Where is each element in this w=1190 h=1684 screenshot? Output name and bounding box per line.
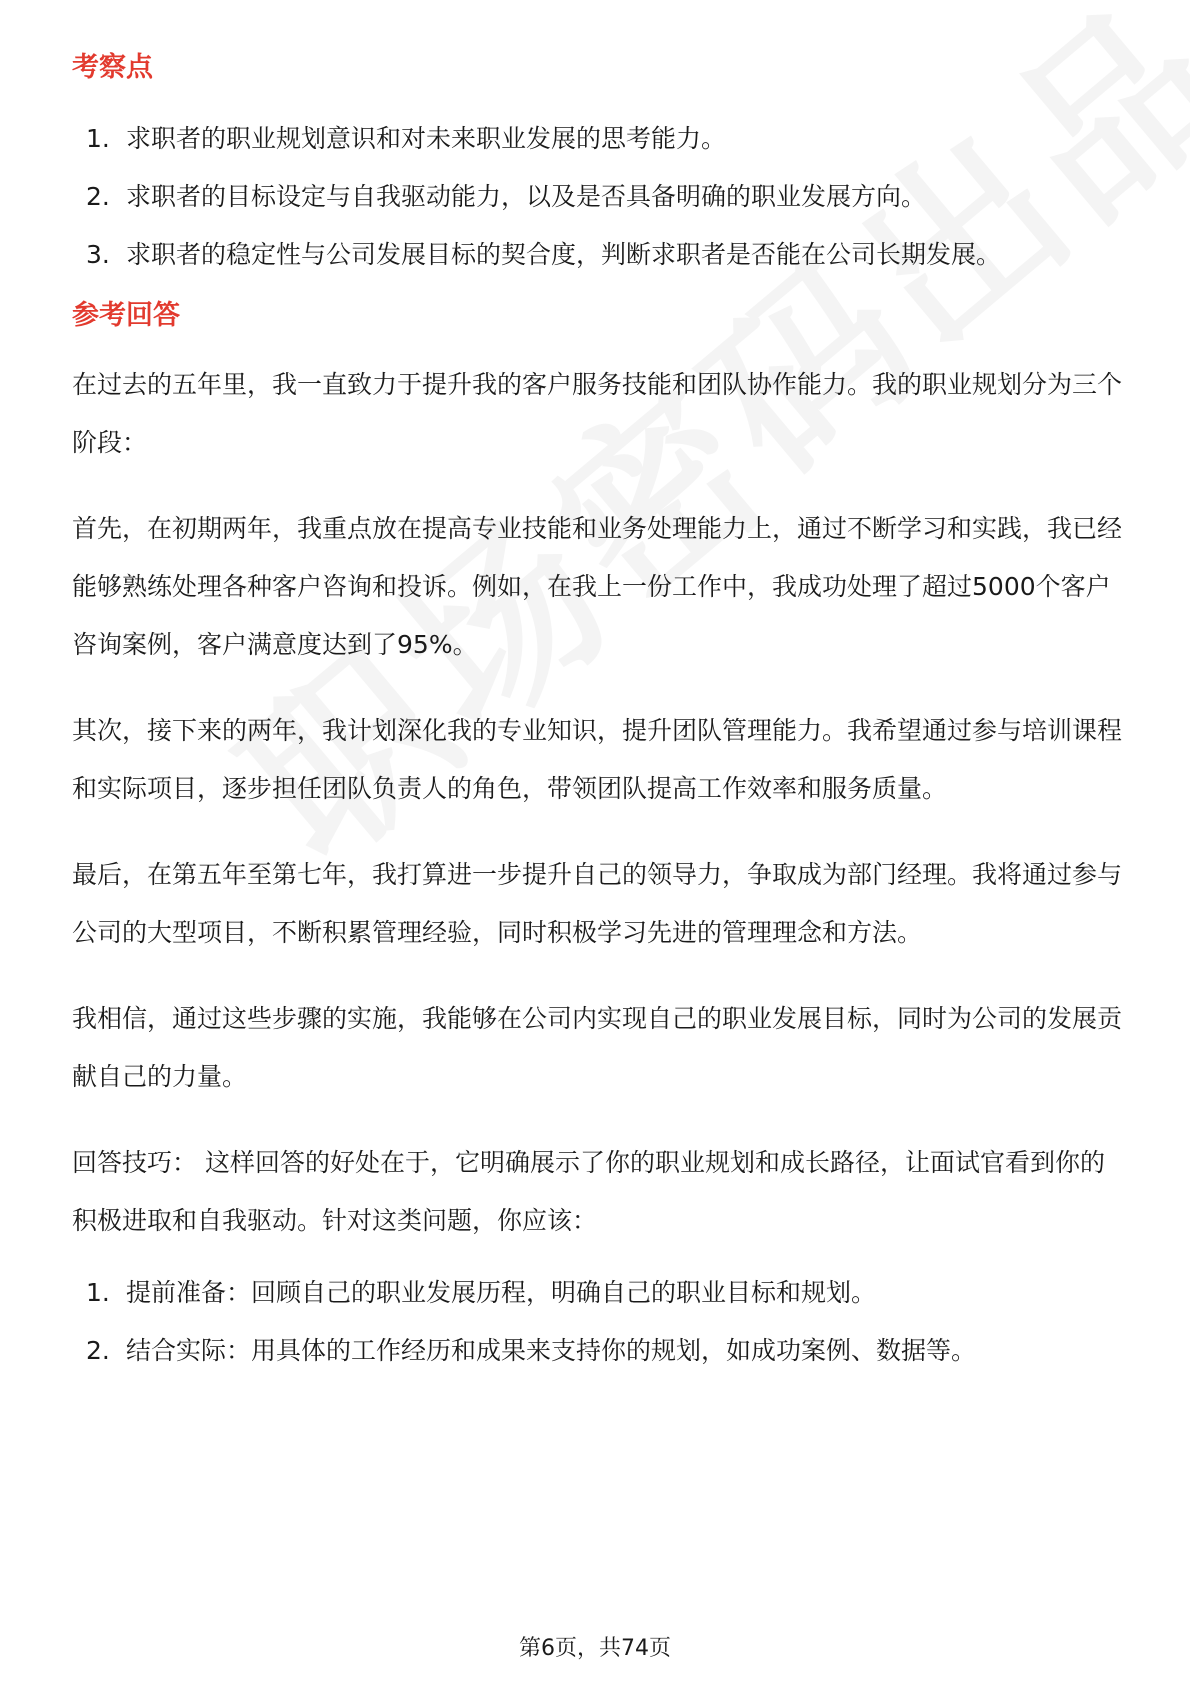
- list-item-text: 求职者的目标设定与自我驱动能力，以及是否具备明确的职业发展方向。: [126, 182, 927, 211]
- document-page: [72, 48, 1122, 1380]
- answer-paragraph: 在过去的五年里，我一直致力于提升我的客户服务技能和团队协作能力。我的职业规划分为三个阶段：: [72, 370, 1123, 457]
- list-item-text: 求职者的稳定性与公司发展目标的契合度，判断求职者是否能在公司长期发展。: [126, 240, 1002, 269]
- list-item-text: 结合实际：用具体的工作经历和成果来支持你的规划，如成功案例、数据等。: [126, 1336, 977, 1365]
- answer-paragraph: 我相信，通过这些步骤的实施，我能够在公司内实现自己的职业发展目标，同时为公司的发展贡献自己的力量。: [72, 1004, 1123, 1091]
- list-item: [72, 110, 1122, 168]
- list-item: [72, 168, 1122, 226]
- list-number: 1.: [86, 1278, 110, 1307]
- list-item: [72, 226, 1122, 284]
- section-title-focus-points: 考察点: [72, 52, 153, 83]
- focus-points-list: [72, 110, 1122, 284]
- list-number: 1.: [86, 124, 110, 153]
- list-item: [72, 1264, 1122, 1322]
- tips-list: [72, 1264, 1122, 1380]
- answer-paragraph: 首先，在初期两年，我重点放在提高专业技能和业务处理能力上，通过不断学习和实践，我已经能够熟练处理各种客户咨询和投诉。例如，在我上一份工作中，我成功处理了超过5000个客户咨询案例，客户满意度达到了95%。: [72, 514, 1123, 659]
- page-number-footer: 第6页，共74页: [519, 1636, 671, 1661]
- list-item-text: 求职者的职业规划意识和对未来职业发展的思考能力。: [126, 124, 727, 153]
- answer-tips-paragraph: 回答技巧： 这样回答的好处在于，它明确展示了你的职业规划和成长路径，让面试官看到你的积极进取和自我驱动。针对这类问题，你应该：: [72, 1148, 1105, 1235]
- list-number: 2.: [86, 182, 110, 211]
- section-title-reference-answer: 参考回答: [72, 300, 180, 331]
- answer-paragraph: 其次，接下来的两年，我计划深化我的专业知识，提升团队管理能力。我希望通过参与培训课程和实际项目，逐步担任团队负责人的角色，带领团队提高工作效率和服务质量。: [72, 716, 1123, 803]
- answer-paragraph: 最后，在第五年至第七年，我打算进一步提升自己的领导力，争取成为部门经理。我将通过参与公司的大型项目，不断积累管理经验，同时积极学习先进的管理理念和方法。: [72, 860, 1123, 947]
- list-item: [72, 1322, 1122, 1380]
- list-number: 3.: [86, 240, 110, 269]
- list-number: 2.: [86, 1336, 110, 1365]
- list-item-text: 提前准备：回顾自己的职业发展历程，明确自己的职业目标和规划。: [126, 1278, 877, 1307]
